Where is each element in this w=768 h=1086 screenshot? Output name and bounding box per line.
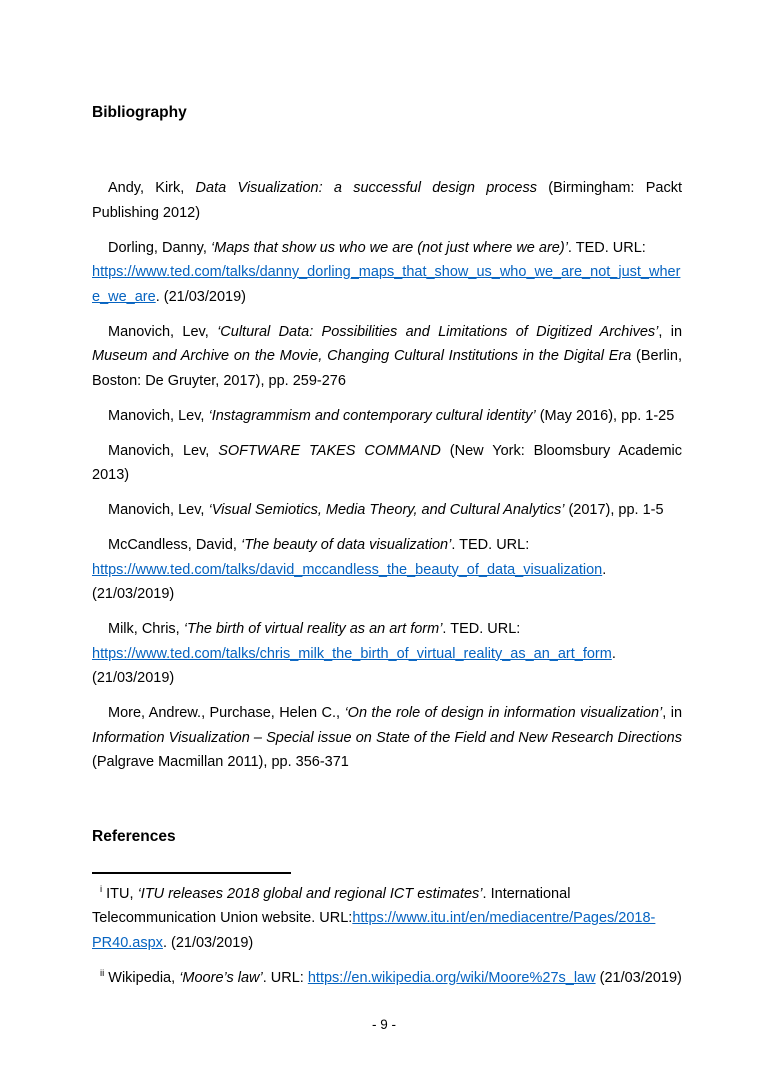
bibliography-entry	[92, 498, 682, 523]
hyperlink[interactable]: https://www.itu.int/en/mediacentre/Pages/2018-PR40.aspx	[92, 910, 656, 951]
work-title-text: ‘Moore’s law’	[179, 969, 263, 986]
bibliography-entry	[92, 701, 682, 775]
bibliography-entry	[92, 320, 682, 394]
body-text: . (21/03/2019)	[162, 934, 254, 951]
bibliography-entry	[92, 439, 682, 488]
work-title-text: Information Visualization – Special issue on State of the Field and New Research Directions	[92, 729, 682, 746]
body-text: Manovich, Lev,	[108, 323, 218, 340]
body-text: , in	[662, 705, 683, 721]
hyperlink[interactable]: https://www.ted.com/talks/chris_milk_the_birth_of_virtual_reality_as_an_art_form	[92, 645, 612, 662]
footnote	[92, 966, 682, 991]
body-text: Manovich, Lev,	[108, 502, 209, 518]
bibliography-entry	[92, 404, 682, 429]
references-footnotes	[92, 882, 682, 991]
body-text: (Berlin, Boston: De Gruyter, 2017), pp. 259-276	[92, 348, 682, 389]
bibliography-heading: Bibliography	[92, 104, 187, 121]
hyperlink[interactable]: https://en.wikipedia.org/wiki/Moore%27s_law	[307, 969, 596, 986]
references-section	[92, 827, 682, 991]
footnote-marker: ii	[100, 967, 105, 979]
body-text: More, Andrew., Purchase, Helen C.,	[108, 705, 345, 721]
body-text: . (21/03/2019)	[92, 561, 607, 602]
work-title-text: ‘On the role of design in information visualization’	[344, 705, 663, 721]
footnote	[92, 882, 682, 956]
hyperlink[interactable]: https://www.ted.com/talks/david_mccandless_the_beauty_of_data_visualization	[92, 561, 603, 578]
bibliography-entry	[92, 236, 682, 310]
body-text: (Birmingham: Packt Publishing 2012)	[92, 180, 682, 221]
bibliography-entries	[92, 176, 682, 775]
body-text: Manovich, Lev,	[108, 407, 209, 424]
work-title-text: ‘The beauty of data visualization’	[240, 537, 452, 553]
work-title-text: Data Visualization: a successful design process	[195, 180, 537, 196]
body-text: (Palgrave Macmillan 2011), pp. 356-371	[92, 754, 349, 770]
references-heading: References	[92, 827, 176, 845]
body-text: ITU,	[106, 885, 138, 902]
work-title-text: ‘ITU releases 2018 global and regional ICT estimates’	[137, 885, 483, 902]
work-title-text: ‘Visual Semiotics, Media Theory, and Cultural Analytics’	[208, 502, 565, 518]
body-text: . International Telecommunication Union website. URL:	[92, 885, 571, 926]
body-text: (May 2016), pp. 1-25	[535, 407, 675, 424]
body-text: . TED. URL:	[567, 239, 646, 256]
body-text: . (21/03/2019)	[92, 645, 616, 686]
work-title-text: Museum and Archive on the Movie, Changing Cultural Institutions in the Digital Era	[92, 348, 632, 364]
bibliography-entry	[92, 533, 682, 607]
body-text: McCandless, David,	[108, 537, 241, 553]
body-text: . TED. URL:	[442, 621, 521, 637]
page-number: - 9 -	[371, 1017, 396, 1032]
work-title-text: ‘Instagrammism and contemporary cultural identity’	[208, 407, 536, 424]
body-text: (New York: Bloomsbury Academic 2013)	[92, 442, 682, 483]
body-text: , in	[658, 323, 683, 340]
bibliography-entry	[92, 617, 682, 691]
body-text: Andy, Kirk,	[108, 180, 196, 196]
footnote-marker: i	[100, 883, 103, 895]
body-text: (2017), pp. 1-5	[564, 502, 664, 518]
body-text: Milk, Chris,	[108, 621, 184, 637]
body-text: Manovich, Lev,	[108, 442, 219, 459]
body-text: (21/03/2019)	[595, 969, 682, 986]
hyperlink[interactable]: https://www.ted.com/talks/danny_dorling_maps_that_show_us_who_we_are_not_just_where_we_are	[92, 264, 681, 305]
work-title-text: ‘Maps that show us who we are (not just where we are)’	[210, 239, 568, 256]
body-text: Wikipedia,	[108, 969, 180, 986]
work-title-text: ‘Cultural Data: Possibilities and Limitations of Digitized Archives’	[217, 323, 659, 340]
body-text: . URL:	[262, 969, 308, 986]
work-title-text: SOFTWARE TAKES COMMAND	[218, 442, 441, 459]
bibliography-entry	[92, 176, 682, 225]
body-text: . (21/03/2019)	[155, 288, 246, 305]
footnote-separator	[92, 872, 291, 874]
work-title-text: ‘The birth of virtual reality as an art form’	[183, 621, 443, 637]
body-text: Dorling, Danny,	[108, 239, 211, 256]
body-text: . TED. URL:	[451, 537, 530, 553]
